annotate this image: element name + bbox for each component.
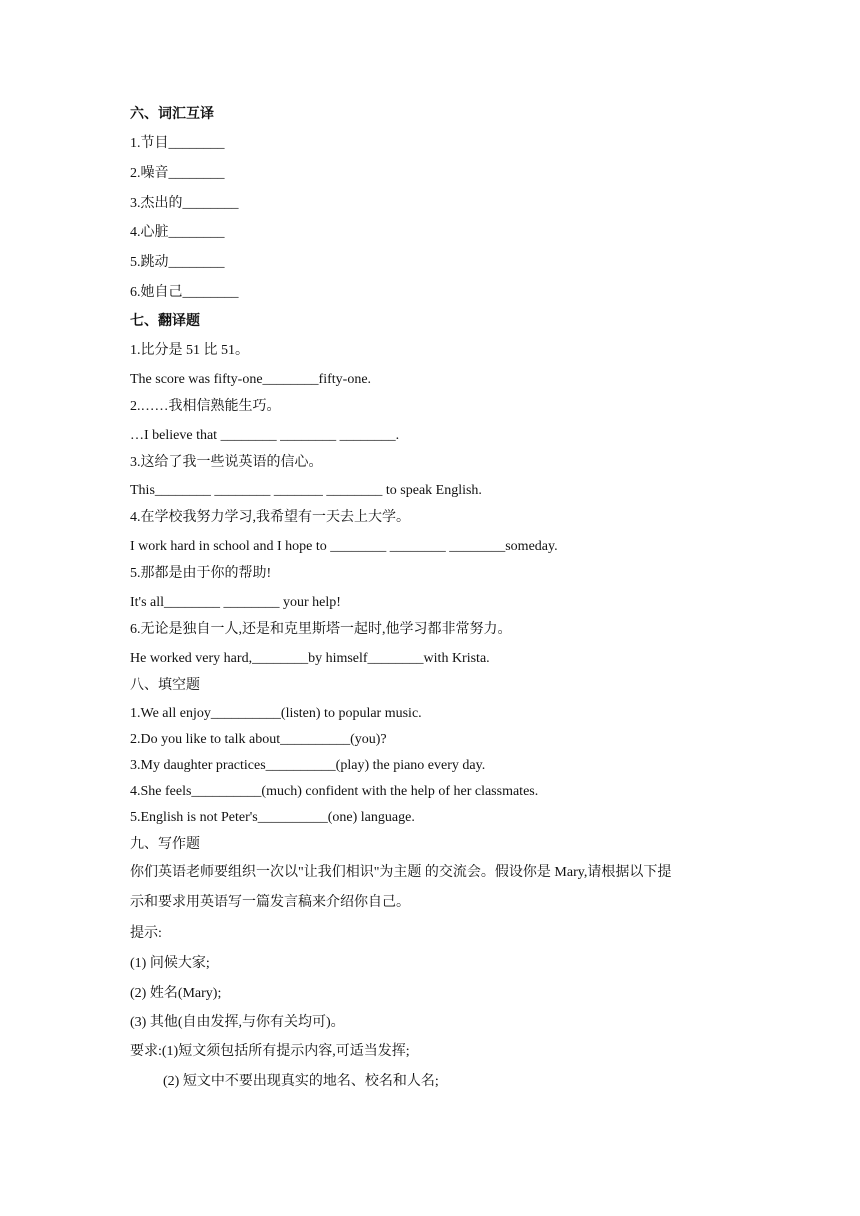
translation-en: I work hard in school and I hope to ________ ________ ________someday. <box>130 539 558 554</box>
fill-blank-item: 3.My daughter practices__________(play) the piano every day. <box>130 758 486 773</box>
vocab-item: 3.杰出的________ <box>130 196 239 211</box>
hints-label: 提示: <box>130 926 162 941</box>
section-6-heading: 六、词汇互译 <box>130 107 214 122</box>
translation-en: The score was fifty-one________fifty-one. <box>130 372 372 387</box>
writing-prompt: 你们英语老师要组织一次以"让我们相识"为主题 的交流会。假设你是 Mary,请根据以下提 <box>130 865 672 880</box>
translation-cn: 1.比分是 51 比 51。 <box>130 343 249 358</box>
fill-blank-item: 1.We all enjoy__________(listen) to popular music. <box>130 706 422 721</box>
translation-cn: 5.那都是由于你的帮助! <box>130 566 272 581</box>
fill-blank-item: 4.She feels__________(much) confident with the help of her classmates. <box>130 784 539 799</box>
translation-cn: 6.无论是独自一人,还是和克里斯塔一起时,他学习都非常努力。 <box>130 622 512 637</box>
section-9-heading: 九、写作题 <box>130 837 200 852</box>
translation-en: This________ ________ _______ ________ to speak English. <box>130 483 482 498</box>
vocab-item: 4.心脏________ <box>130 225 225 240</box>
writing-prompt: 示和要求用英语写一篇发言稿来介绍你自己。 <box>130 895 410 910</box>
hint-item: (2) 姓名(Mary); <box>130 986 222 1001</box>
requirement-item: 要求:(1)短文须包括所有提示内容,可适当发挥; <box>130 1044 410 1059</box>
vocab-item: 5.跳动________ <box>130 255 225 270</box>
hint-item: (3) 其他(自由发挥,与你有关均可)。 <box>130 1015 345 1030</box>
vocab-item: 2.噪音________ <box>130 166 225 181</box>
translation-en: …I believe that ________ ________ ________. <box>130 428 400 443</box>
hint-item: (1) 问候大家; <box>130 956 210 971</box>
translation-cn: 2.……我相信熟能生巧。 <box>130 399 281 414</box>
vocab-item: 1.节目________ <box>130 136 225 151</box>
translation-cn: 3.这给了我一些说英语的信心。 <box>130 455 323 470</box>
translation-cn: 4.在学校我努力学习,我希望有一天去上大学。 <box>130 510 410 525</box>
section-7-heading: 七、翻译题 <box>130 314 200 329</box>
translation-en: He worked very hard,________by himself________with Krista. <box>130 651 490 666</box>
requirement-item: (2) 短文中不要出现真实的地名、校名和人名; <box>163 1074 439 1089</box>
fill-blank-item: 2.Do you like to talk about__________(you)? <box>130 732 387 747</box>
section-8-heading: 八、填空题 <box>130 678 200 693</box>
translation-en: It's all________ ________ your help! <box>130 595 341 610</box>
fill-blank-item: 5.English is not Peter's__________(one) language. <box>130 810 415 825</box>
vocab-item: 6.她自己________ <box>130 285 239 300</box>
